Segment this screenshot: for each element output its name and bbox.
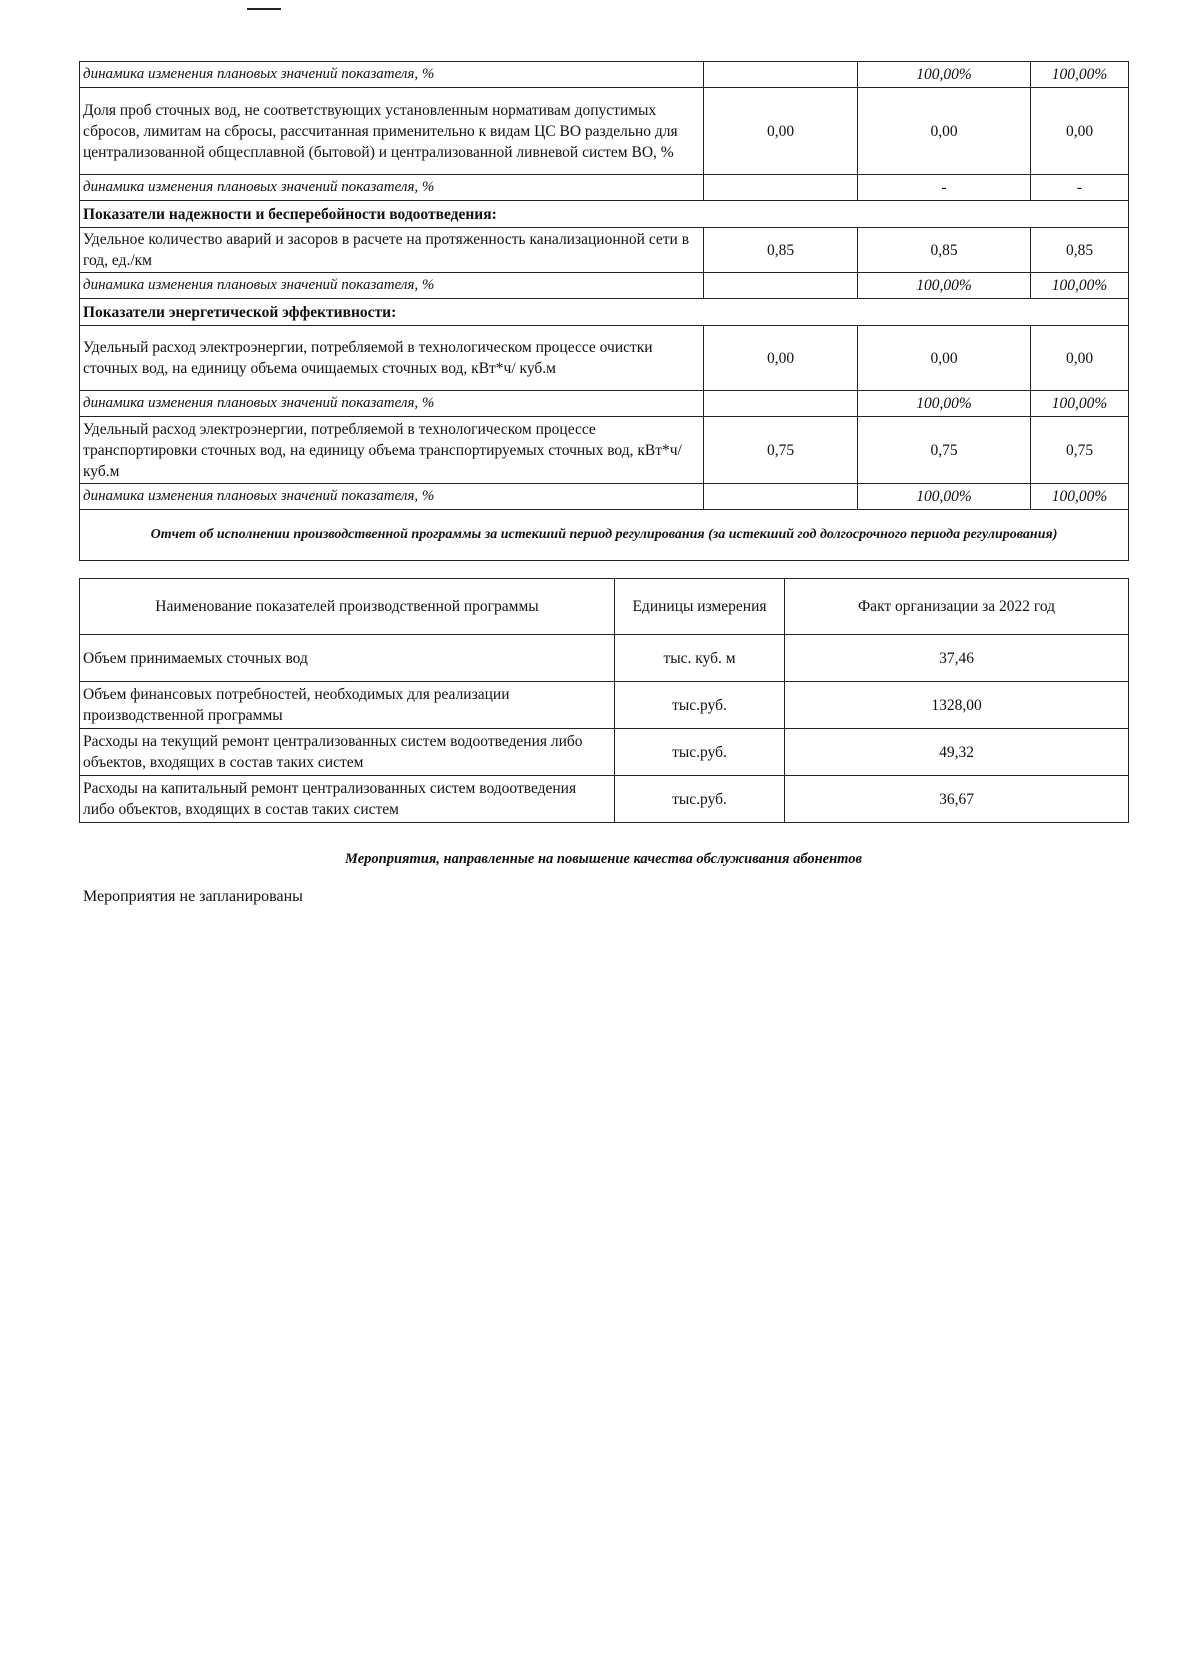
value-col-1 bbox=[704, 62, 858, 88]
report-table bbox=[79, 578, 1129, 823]
value-col-1: 0,00 bbox=[704, 326, 858, 391]
value-col-2: 0,00 bbox=[858, 326, 1031, 391]
report-header-row bbox=[80, 579, 1129, 635]
value-col-2: 0,75 bbox=[858, 417, 1031, 484]
value-col-3: 100,00% bbox=[1031, 273, 1129, 299]
value-col-1 bbox=[704, 273, 858, 299]
report-row bbox=[80, 776, 1129, 823]
report-name: Расходы на капитальный ремонт централизованных систем водоотведения либо объектов, входящих в состав таких систем bbox=[80, 776, 615, 823]
row-label: Доля проб сточных вод, не соответствующих установленным нормативам допустимых сбросов, лимитам на сбросы, рассчитанная применительно к видам ЦС ВО раздельно для централизованной общесплавной (бытовой) и централизованной ливневой систем ВО, % bbox=[80, 88, 704, 175]
row-label: динамика изменения плановых значений показателя, % bbox=[80, 391, 704, 417]
header-fact: Факт организации за 2022 год bbox=[785, 579, 1129, 635]
value-col-2: 0,00 bbox=[858, 88, 1031, 175]
indicator-row bbox=[80, 326, 1129, 391]
header-indicator-name: Наименование показателей производственной программы bbox=[80, 579, 615, 635]
report-fact: 1328,00 bbox=[785, 682, 1129, 729]
indicator-row bbox=[80, 417, 1129, 484]
value-col-3: 0,85 bbox=[1031, 228, 1129, 273]
dynamic-row bbox=[80, 273, 1129, 299]
measures-title: Мероприятия, направленные на повышение качества обслуживания абонентов bbox=[345, 851, 862, 867]
value-col-3: 0,75 bbox=[1031, 417, 1129, 484]
value-col-2: 100,00% bbox=[858, 62, 1031, 88]
value-col-2: 100,00% bbox=[858, 273, 1031, 299]
row-label: динамика изменения плановых значений показателя, % bbox=[80, 273, 704, 299]
dynamic-row bbox=[80, 391, 1129, 417]
measures-text: Мероприятия не запланированы bbox=[83, 888, 303, 905]
indicators-table bbox=[79, 61, 1129, 561]
value-col-3: 100,00% bbox=[1031, 391, 1129, 417]
row-label: динамика изменения плановых значений показателя, % bbox=[80, 484, 704, 510]
report-fact: 49,32 bbox=[785, 729, 1129, 776]
indicator-row bbox=[80, 88, 1129, 175]
header-unit: Единицы измерения bbox=[615, 579, 785, 635]
report-name: Объем финансовых потребностей, необходимых для реализации производственной программы bbox=[80, 682, 615, 729]
section-heading: Показатели энергетической эффективности: bbox=[80, 299, 1129, 326]
value-col-1: 0,85 bbox=[704, 228, 858, 273]
value-col-3: 100,00% bbox=[1031, 484, 1129, 510]
row-label: динамика изменения плановых значений показателя, % bbox=[80, 62, 704, 88]
value-col-3: - bbox=[1031, 175, 1129, 201]
indicator-row bbox=[80, 228, 1129, 273]
report-title: Отчет об исполнении производственной программы за истекший период регулирования (за истекший год долгосрочного периода регулирования) bbox=[80, 510, 1129, 561]
value-col-2: - bbox=[858, 175, 1031, 201]
dynamic-row bbox=[80, 175, 1129, 201]
dynamic-row bbox=[80, 484, 1129, 510]
report-title-row bbox=[80, 510, 1129, 561]
value-col-3: 0,00 bbox=[1031, 88, 1129, 175]
top-mark-line bbox=[247, 8, 281, 10]
value-col-1 bbox=[704, 484, 858, 510]
value-col-3: 100,00% bbox=[1031, 62, 1129, 88]
value-col-1 bbox=[704, 391, 858, 417]
report-name: Расходы на текущий ремонт централизованных систем водоотведения либо объектов, входящих в состав таких систем bbox=[80, 729, 615, 776]
dynamic-row bbox=[80, 62, 1129, 88]
report-unit: тыс.руб. bbox=[615, 776, 785, 823]
value-col-2: 0,85 bbox=[858, 228, 1031, 273]
value-col-3: 0,00 bbox=[1031, 326, 1129, 391]
report-row bbox=[80, 682, 1129, 729]
row-label: динамика изменения плановых значений показателя, % bbox=[80, 175, 704, 201]
row-label: Удельное количество аварий и засоров в расчете на протяженность канализационной сети в год, ед./км bbox=[80, 228, 704, 273]
section-heading: Показатели надежности и бесперебойности водоотведения: bbox=[80, 201, 1129, 228]
report-name: Объем принимаемых сточных вод bbox=[80, 635, 615, 682]
value-col-1 bbox=[704, 175, 858, 201]
report-row bbox=[80, 729, 1129, 776]
report-unit: тыс. куб. м bbox=[615, 635, 785, 682]
value-col-2: 100,00% bbox=[858, 391, 1031, 417]
row-label: Удельный расход электроэнергии, потребляемой в технологическом процессе транспортировки сточных вод, на единицу объема транспортируемых сточных вод, кВт*ч/ куб.м bbox=[80, 417, 704, 484]
section-heading-row bbox=[80, 299, 1129, 326]
report-fact: 37,46 bbox=[785, 635, 1129, 682]
value-col-1: 0,75 bbox=[704, 417, 858, 484]
report-unit: тыс.руб. bbox=[615, 729, 785, 776]
section-heading-row bbox=[80, 201, 1129, 228]
report-row bbox=[80, 635, 1129, 682]
row-label: Удельный расход электроэнергии, потребляемой в технологическом процессе очистки сточных вод, на единицу объема очищаемых сточных вод, кВт*ч/ куб.м bbox=[80, 326, 704, 391]
report-unit: тыс.руб. bbox=[615, 682, 785, 729]
report-fact: 36,67 bbox=[785, 776, 1129, 823]
value-col-1: 0,00 bbox=[704, 88, 858, 175]
value-col-2: 100,00% bbox=[858, 484, 1031, 510]
